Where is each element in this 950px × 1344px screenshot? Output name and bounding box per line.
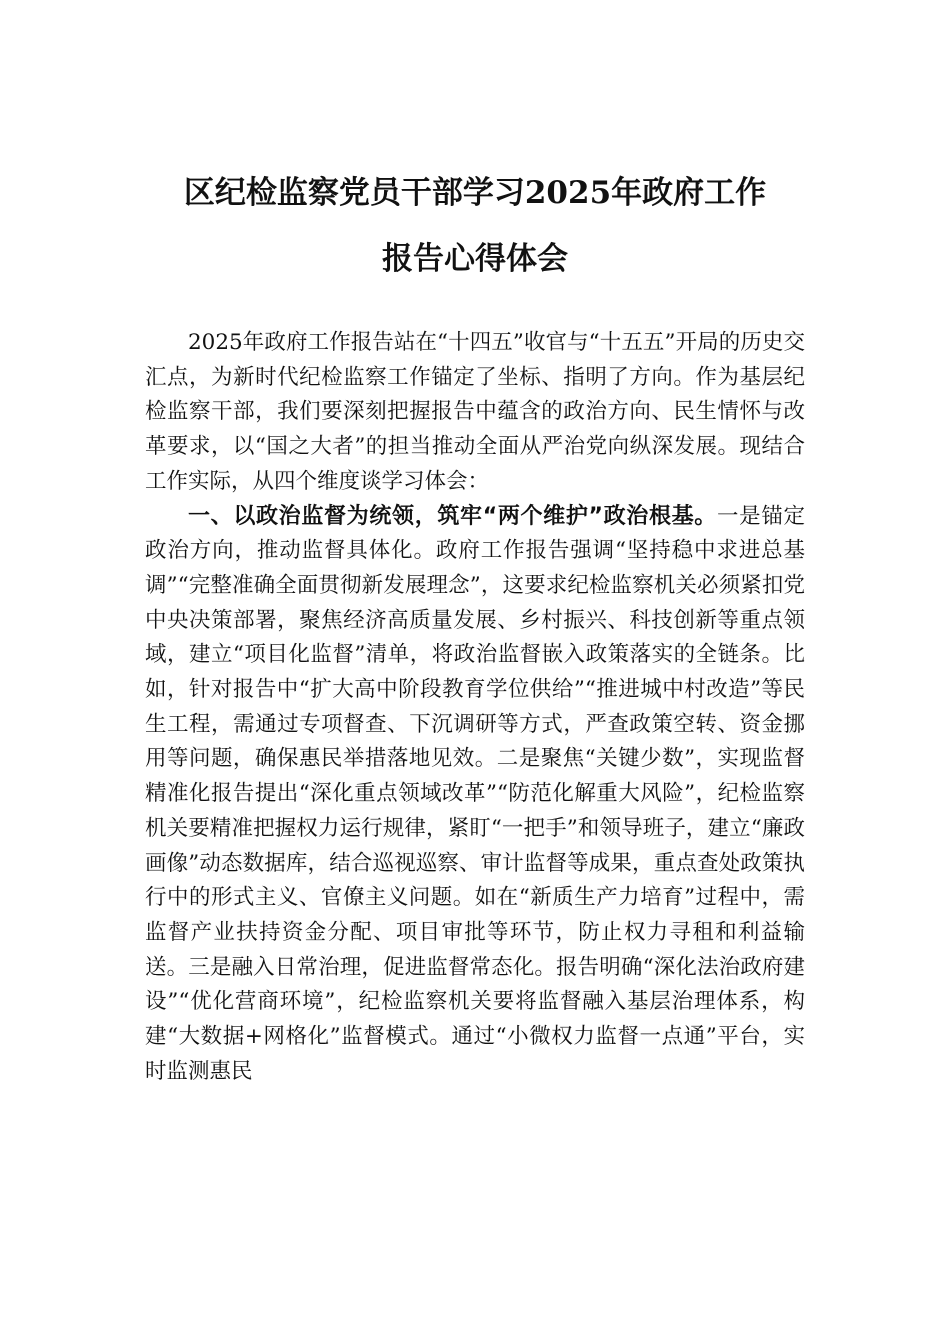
document-title xyxy=(140,160,810,292)
title-line-2: 报告心得体会 xyxy=(382,241,568,277)
section-1-body: 一是锚定政治方向，推动监督具体化。政府工作报告强调“坚持稳中求进总基调”“完整准确全面贯彻新发展理念”，这要求纪检监察机关必须紧扣党中央决策部署，聚焦经济高质量发展、乡村振兴、科技创新等重点领域，建立“项目化监督”清单，将政治监督嵌入政策落实的全链条。比如，针对报告中“扩大高中阶段教育学位供给”“推进城中村改造”等民生工程，需通过专项督查、下沉调研等方式，严查政策空转、资金挪用等问题，确保惠民举措落地见效。二是聚焦“关键少数”，实现监督精准化报告提出“深化重点领域改革”“防范化解重大风险”，纪检监察机关要精准把握权力运行规律，紧盯“一把手”和领导班子，建立“廉政画像”动态数据库，结合巡视巡察、审计监督等成果，重点查处政策执行中的形式主义、官僚主义问题。如在“新质生产力培育”过程中，需监督产业扶持资金分配、项目审批等环节，防止权力寻租和利益输送。三是融入日常治理，促进监督常态化。报告明确“深化法治政府建设”“优化营商环境”，纪检监察机关要将监督融入基层治理体系，构建“大数据+网格化”监督模式。通过“小微权力监督一点通”平台，实时监测惠民 xyxy=(145,503,806,1084)
intro-paragraph: 2025年政府工作报告站在“十四五”收官与“十五五”开局的历史交汇点，为新时代纪检监察工作锚定了坐标、指明了方向。作为基层纪检监察干部，我们要深刻把握报告中蕴含的政治方向、民生情怀与改革要求，以“国之大者”的担当推动全面从严治党向纵深发展。现结合工作实际，从四个维度谈学习体会： xyxy=(145,330,805,494)
section-1-paragraph xyxy=(145,500,805,1090)
document-body xyxy=(145,326,805,1089)
section-1-heading: 一、以政治监督为统领，筑牢“两个维护”政治根基。 xyxy=(188,503,717,529)
title-line-1: 区纪检监察党员干部学习2025年政府工作 xyxy=(183,175,767,211)
